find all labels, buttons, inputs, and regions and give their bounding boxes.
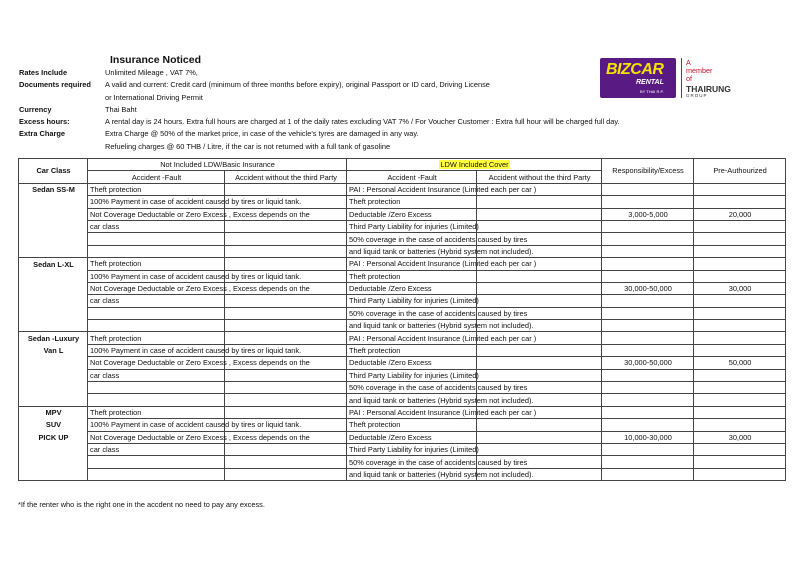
info-row <box>19 116 620 128</box>
fault-cell <box>88 245 225 257</box>
excess-cell: 30,000-50,000 <box>602 282 694 294</box>
info-key: Rates Include <box>19 68 68 77</box>
without-third-party-cell <box>225 295 347 307</box>
car-class-cell: Sedan L-XL <box>19 258 88 270</box>
without-third-party-cell <box>225 220 347 232</box>
car-class-cell: MPV <box>19 406 88 418</box>
ldw-fault-cell: and liquid tank or batteries (Hybrid system not included). <box>347 394 477 406</box>
header-accident-without: Accident without the third Party <box>225 171 347 183</box>
table-row <box>19 320 786 332</box>
company-logo <box>600 58 730 102</box>
car-class-cell <box>19 270 88 282</box>
car-class-cell <box>19 394 88 406</box>
fault-cell: 100% Payment in case of accident caused by tires or liquid tank. <box>88 270 225 282</box>
ldw-fault-cell: and liquid tank or batteries (Hybrid system not included). <box>347 320 477 332</box>
member-line: A <box>686 58 691 67</box>
excess-cell <box>602 320 694 332</box>
table-row <box>19 369 786 381</box>
excess-cell <box>602 443 694 455</box>
header-accident-fault: Accident -Fault <box>88 171 225 183</box>
excess-cell <box>602 344 694 356</box>
ldw-fault-cell: Deductable /Zero Excess <box>347 208 477 220</box>
car-class-cell: Sedan -Luxury <box>19 332 88 344</box>
fault-cell: Theft protection <box>88 183 225 195</box>
table-row <box>19 196 786 208</box>
car-class-cell <box>19 196 88 208</box>
pre-authorized-cell <box>694 220 786 232</box>
by-text: BY THAI R.P. <box>640 89 664 94</box>
info-row <box>19 141 620 153</box>
pre-authorized-cell <box>694 307 786 319</box>
bizcar-wordmark: BIZCAR <box>606 61 664 78</box>
info-row <box>19 67 620 79</box>
excess-cell <box>602 270 694 282</box>
ldw-fault-cell: Third Party Liability for injuries (Limited) <box>347 369 477 381</box>
fault-cell <box>88 394 225 406</box>
fault-cell: 100% Payment in case of accident caused by tires or liquid tank. <box>88 196 225 208</box>
ldw-without-third-party-cell <box>477 431 602 443</box>
without-third-party-cell <box>225 307 347 319</box>
without-third-party-cell <box>225 406 347 418</box>
table-row <box>19 382 786 394</box>
pre-authorized-cell <box>694 295 786 307</box>
excess-cell <box>602 419 694 431</box>
without-third-party-cell <box>225 258 347 270</box>
ldw-fault-cell: 50% coverage in the case of accidents caused by tires <box>347 382 477 394</box>
fault-cell: car class <box>88 443 225 455</box>
info-key: Extra Charge <box>19 129 66 139</box>
excess-cell <box>602 183 694 195</box>
ldw-fault-cell: Theft protection <box>347 270 477 282</box>
ldw-fault-cell: 50% coverage in the case of accidents caused by tires <box>347 233 477 245</box>
thairung-wordmark: THAIRUNG <box>686 84 731 94</box>
pre-authorized-cell: 50,000 <box>694 357 786 369</box>
fault-cell <box>88 456 225 468</box>
without-third-party-cell <box>225 245 347 257</box>
fault-cell: Not Coverage Deductable or Zero Excess , Excess depends on the <box>88 282 225 294</box>
header-ldw-included <box>347 159 602 171</box>
excess-cell <box>602 382 694 394</box>
without-third-party-cell <box>225 320 347 332</box>
table-row <box>19 456 786 468</box>
ldw-highlight: LDW Included Cover <box>440 160 509 170</box>
pre-authorized-cell <box>694 443 786 455</box>
fault-cell: Theft protection <box>88 332 225 344</box>
excess-cell: 3,000-5,000 <box>602 208 694 220</box>
pre-authorized-cell <box>694 245 786 257</box>
without-third-party-cell <box>225 233 347 245</box>
ldw-fault-cell: PAI : Personal Accident Insurance (Limited each per car ) <box>347 258 477 270</box>
excess-cell <box>602 295 694 307</box>
ldw-without-third-party-cell <box>477 419 602 431</box>
table-row <box>19 394 786 406</box>
ldw-without-third-party-cell <box>477 344 602 356</box>
car-class-cell <box>19 443 88 455</box>
ldw-fault-cell: PAI : Personal Accident Insurance (Limited each per car ) <box>347 332 477 344</box>
header-not-included: Not Included LDW/Basic Insurance <box>88 159 347 171</box>
pre-authorized-cell <box>694 183 786 195</box>
pre-authorized-cell: 30,000 <box>694 282 786 294</box>
info-value: A rental day is 24 hours. Extra full hours are charged at 1 of the daily rates excluding VAT 7% / For Voucher Customer : Extra full hour will be charged full day. <box>105 117 620 127</box>
pre-authorized-cell <box>694 382 786 394</box>
car-class-cell <box>19 456 88 468</box>
table-row <box>19 295 786 307</box>
header-row <box>19 159 786 171</box>
pre-authorized-cell <box>694 332 786 344</box>
info-block <box>19 67 620 153</box>
car-class-cell <box>19 307 88 319</box>
table-row <box>19 282 786 294</box>
fault-cell: 100% Payment in case of accident caused by tires or liquid tank. <box>88 419 225 431</box>
info-row <box>19 79 620 91</box>
member-line: member <box>686 66 713 75</box>
table-row <box>19 270 786 282</box>
fault-cell <box>88 233 225 245</box>
car-class-cell <box>19 295 88 307</box>
ldw-fault-cell: PAI : Personal Accident Insurance (Limited each per car ) <box>347 183 477 195</box>
table-row <box>19 258 786 270</box>
table-row <box>19 307 786 319</box>
ldw-fault-cell: and liquid tank or batteries (Hybrid system not included). <box>347 245 477 257</box>
ldw-without-third-party-cell <box>477 196 602 208</box>
car-class-cell: PICK UP <box>19 431 88 443</box>
ldw-without-third-party-cell <box>477 282 602 294</box>
without-third-party-cell <box>225 443 347 455</box>
excess-cell <box>602 233 694 245</box>
info-value: or International Driving Permit <box>105 92 203 102</box>
fault-cell <box>88 307 225 319</box>
car-class-cell <box>19 282 88 294</box>
table-row <box>19 419 786 431</box>
pre-authorized-cell <box>694 270 786 282</box>
fault-cell: Theft protection <box>88 258 225 270</box>
table-row <box>19 406 786 418</box>
table-row <box>19 183 786 195</box>
header-accident-without: Accident without the third Party <box>477 171 602 183</box>
car-class-cell <box>19 357 88 369</box>
ldw-without-third-party-cell <box>477 369 602 381</box>
excess-cell <box>602 258 694 270</box>
car-class-cell <box>19 245 88 257</box>
without-third-party-cell <box>225 468 347 480</box>
table-row <box>19 443 786 455</box>
excess-cell <box>602 456 694 468</box>
without-third-party-cell <box>225 332 347 344</box>
group-wordmark: GROUP <box>686 93 708 98</box>
car-class-cell <box>19 369 88 381</box>
car-class-cell: SUV <box>19 419 88 431</box>
excess-cell <box>602 332 694 344</box>
ldw-fault-cell: Deductable /Zero Excess <box>347 431 477 443</box>
table-header <box>19 159 786 184</box>
table-row <box>19 220 786 232</box>
table-row <box>19 344 786 356</box>
fault-cell: Theft protection <box>88 406 225 418</box>
table-row <box>19 357 786 369</box>
pre-authorized-cell <box>694 419 786 431</box>
fault-cell <box>88 382 225 394</box>
pre-authorized-cell <box>694 456 786 468</box>
table-row <box>19 468 786 480</box>
info-key: Currency <box>19 104 52 114</box>
car-class-cell <box>19 220 88 232</box>
pre-authorized-cell <box>694 344 786 356</box>
table-row <box>19 332 786 344</box>
ldw-without-third-party-cell <box>477 208 602 220</box>
member-line: of <box>686 74 692 83</box>
fault-cell: Not Coverage Deductable or Zero Excess , Excess depends on the <box>88 431 225 443</box>
pre-authorized-cell <box>694 320 786 332</box>
excess-cell <box>602 307 694 319</box>
info-key: Documents required <box>19 80 91 90</box>
fault-cell: Not Coverage Deductable or Zero Excess , Excess depends on the <box>88 208 225 220</box>
pre-authorized-cell <box>694 406 786 418</box>
rental-wordmark: RENTAL <box>636 79 664 86</box>
page-title: Insurance Noticed <box>110 54 202 66</box>
fault-cell: car class <box>88 369 225 381</box>
ldw-fault-cell: and liquid tank or batteries (Hybrid system not included). <box>347 468 477 480</box>
ldw-fault-cell: Deductable /Zero Excess <box>347 357 477 369</box>
excess-cell <box>602 406 694 418</box>
ldw-fault-cell: Third Party Liability for injuries (Limited) <box>347 295 477 307</box>
footnote: *If the renter who is the right one in the accdent no need to pay any excess. <box>18 500 265 509</box>
without-third-party-cell <box>225 456 347 468</box>
info-value: Unlimited Mileage , VAT 7%, <box>105 68 198 77</box>
pre-authorized-cell <box>694 196 786 208</box>
ldw-without-third-party-cell <box>477 295 602 307</box>
car-class-cell <box>19 382 88 394</box>
table-body <box>19 183 786 480</box>
car-class-cell: Sedan SS-M <box>19 183 88 195</box>
excess-cell <box>602 196 694 208</box>
info-value: Refueling charges @ 60 THB / Litre, if the car is not returned with a full tank of gasoline <box>105 141 391 151</box>
pre-authorized-cell: 20,000 <box>694 208 786 220</box>
info-value: Thai Baht <box>105 104 137 114</box>
ldw-fault-cell: Third Party Liability for injuries (Limited) <box>347 443 477 455</box>
excess-cell: 10,000-30,000 <box>602 431 694 443</box>
without-third-party-cell <box>225 382 347 394</box>
fault-cell: Not Coverage Deductable or Zero Excess , Excess depends on the <box>88 357 225 369</box>
info-row <box>19 92 620 104</box>
ldw-fault-cell: PAI : Personal Accident Insurance (Limited each per car ) <box>347 406 477 418</box>
without-third-party-cell <box>225 394 347 406</box>
ldw-fault-cell: 50% coverage in the case of accidents caused by tires <box>347 307 477 319</box>
table-row <box>19 245 786 257</box>
ldw-fault-cell: Theft protection <box>347 196 477 208</box>
excess-cell <box>602 220 694 232</box>
fault-cell <box>88 320 225 332</box>
fault-cell: car class <box>88 295 225 307</box>
ldw-without-third-party-cell <box>477 443 602 455</box>
info-value: A valid and current: Credit card (minimum of three months before expiry), original Passport or ID card, Driving License <box>105 80 490 90</box>
pre-authorized-cell <box>694 369 786 381</box>
pre-authorized-cell: 30,000 <box>694 431 786 443</box>
member-of-text <box>686 59 712 83</box>
info-value: Extra Charge @ 50% of the market price, in case of the vehicle's tyres are damaged in any way. <box>105 129 419 139</box>
car-class-cell <box>19 320 88 332</box>
excess-cell <box>602 369 694 381</box>
info-row <box>19 128 620 140</box>
header-car-class: Car Class <box>19 159 88 184</box>
info-key <box>19 92 105 104</box>
table-row <box>19 208 786 220</box>
ldw-without-third-party-cell <box>477 220 602 232</box>
pre-authorized-cell <box>694 468 786 480</box>
ldw-without-third-party-cell <box>477 357 602 369</box>
fault-cell: car class <box>88 220 225 232</box>
ldw-fault-cell: Third Party Liability for injuries (Limited) <box>347 220 477 232</box>
car-class-cell <box>19 208 88 220</box>
insurance-table <box>18 158 786 481</box>
fault-cell <box>88 468 225 480</box>
info-row <box>19 104 620 116</box>
excess-cell <box>602 468 694 480</box>
logo-divider <box>681 58 682 98</box>
pre-authorized-cell <box>694 394 786 406</box>
without-third-party-cell <box>225 369 347 381</box>
ldw-fault-cell: Theft protection <box>347 344 477 356</box>
ldw-without-third-party-cell <box>477 270 602 282</box>
bizcar-logo <box>600 58 676 98</box>
fault-cell: 100% Payment in case of accident caused by tires or liquid tank. <box>88 344 225 356</box>
info-key: Excess hours: <box>19 117 70 127</box>
ldw-fault-cell: Deductable /Zero Excess <box>347 282 477 294</box>
ldw-fault-cell: 50% coverage in the case of accidents caused by tires <box>347 456 477 468</box>
pre-authorized-cell <box>694 258 786 270</box>
excess-cell: 30,000-50,000 <box>602 357 694 369</box>
excess-cell <box>602 245 694 257</box>
excess-cell <box>602 394 694 406</box>
table-row <box>19 431 786 443</box>
info-key <box>19 141 105 153</box>
table-row <box>19 233 786 245</box>
car-class-cell <box>19 468 88 480</box>
header-responsibility: Responsibility/Excess <box>602 159 694 184</box>
car-class-cell <box>19 233 88 245</box>
header-pre-authorized: Pre-Authourized <box>694 159 786 184</box>
car-class-cell: Van L <box>19 344 88 356</box>
without-third-party-cell <box>225 183 347 195</box>
pre-authorized-cell <box>694 233 786 245</box>
header-accident-fault: Accident -Fault <box>347 171 477 183</box>
ldw-fault-cell: Theft protection <box>347 419 477 431</box>
